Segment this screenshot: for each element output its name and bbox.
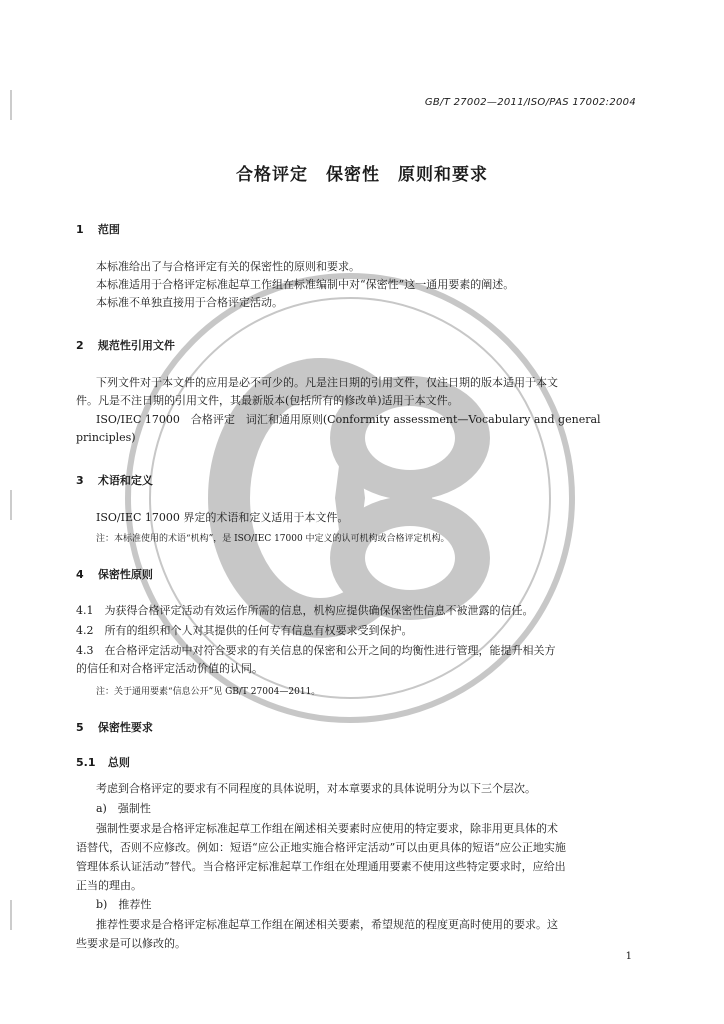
paragraph: 强制性要求是合格评定标准起草工作组在阐述相关要素时应使用的特定要求，除非用更具体的术 bbox=[96, 822, 558, 835]
section-number: 5 bbox=[76, 721, 84, 734]
subsection-number: 5.1 bbox=[76, 756, 96, 769]
section-number: 3 bbox=[76, 474, 84, 487]
section-1-heading bbox=[76, 221, 120, 237]
list-label-a: a) 强制性 bbox=[96, 802, 151, 815]
paragraph: 管理体系认证活动”替代。当合格评定标准起草工作组在处理通用要素不使用这些特定要求时，应给出 bbox=[76, 860, 566, 873]
section-title: 保密性原则 bbox=[97, 568, 153, 581]
subsection-5-1-heading bbox=[76, 754, 130, 770]
section-title: 范围 bbox=[97, 223, 120, 236]
scan-edge-marks bbox=[10, 60, 12, 960]
clause-4-1: 4.1 为获得合格评定活动有效运作所需的信息，机构应提供确保保密性信息不被泄露的信任。 bbox=[76, 604, 534, 617]
section-title: 规范性引用文件 bbox=[97, 339, 175, 352]
section-4-heading bbox=[76, 566, 153, 582]
page-title: 合格评定 保密性 原则和要求 bbox=[236, 165, 488, 185]
section-number: 4 bbox=[76, 568, 84, 581]
paragraph: 推荐性要求是合格评定标准起草工作组在阐述相关要素，希望规范的程度更高时使用的要求。这 bbox=[96, 918, 558, 931]
section-title: 术语和定义 bbox=[97, 474, 153, 487]
paragraph: 语替代，否则不应修改。例如：短语“应公正地实施合格评定活动”可以由更具体的短语“应公正地实施 bbox=[76, 841, 566, 854]
clause-4-3: 4.3 在合格评定活动中对符合要求的有关信息的保密和公开之间的均衡性进行管理，能提升相关方 bbox=[76, 644, 556, 657]
paragraph: 本标准给出了与合格评定有关的保密性的原则和要求。 bbox=[96, 260, 360, 273]
page-number: 1 bbox=[625, 951, 632, 962]
list-label-b: b) 推荐性 bbox=[96, 898, 152, 911]
paragraph: 正当的理由。 bbox=[76, 879, 142, 892]
paragraph: 本标准不单独直接用于合格评定活动。 bbox=[96, 296, 283, 309]
paragraph: 本标准适用于合格评定标准起草工作组在标准编制中对“保密性”这一通用要素的阐述。 bbox=[96, 278, 515, 291]
section-5-heading bbox=[76, 719, 153, 735]
paragraph: 下列文件对于本文件的应用是必不可少的。凡是注日期的引用文件，仅注日期的版本适用于本文 bbox=[96, 376, 558, 389]
section-2-heading bbox=[76, 337, 175, 353]
paragraph: 的信任和对合格评定活动价值的认同。 bbox=[76, 662, 263, 675]
paragraph: 些要求是可以修改的。 bbox=[76, 937, 186, 950]
paragraph: 考虑到合格评定的要求有不同程度的具体说明，对本章要求的具体说明分为以下三个层次。 bbox=[96, 782, 536, 795]
note: 注：关于通用要素“信息公开”见 GB/T 27004—2011。 bbox=[96, 687, 321, 697]
section-title: 保密性要求 bbox=[97, 721, 153, 734]
clause-4-2: 4.2 所有的组织和个人对其提供的任何专有信息有权要求受到保护。 bbox=[76, 624, 413, 637]
paragraph: 件。凡是不注日期的引用文件，其最新版本(包括所有的修改单)适用于本文件。 bbox=[76, 394, 459, 407]
section-number: 2 bbox=[76, 339, 84, 352]
paragraph: ISO/IEC 17000 合格评定 词汇和通用原则(Conformity assessment—Vocabulary and general bbox=[96, 413, 601, 426]
paragraph: principles) bbox=[76, 431, 136, 444]
section-3-heading bbox=[76, 472, 153, 488]
subsection-title: 总则 bbox=[107, 756, 130, 769]
section-number: 1 bbox=[76, 223, 84, 236]
note: 注：本标准使用的术语“机构”，是 ISO/IEC 17000 中定义的认可机构或合格评定机构。 bbox=[96, 534, 450, 544]
standard-code: GB/T 27002—2011/ISO/PAS 17002:2004 bbox=[424, 97, 636, 108]
paragraph: ISO/IEC 17000 界定的术语和定义适用于本文件。 bbox=[96, 511, 349, 524]
